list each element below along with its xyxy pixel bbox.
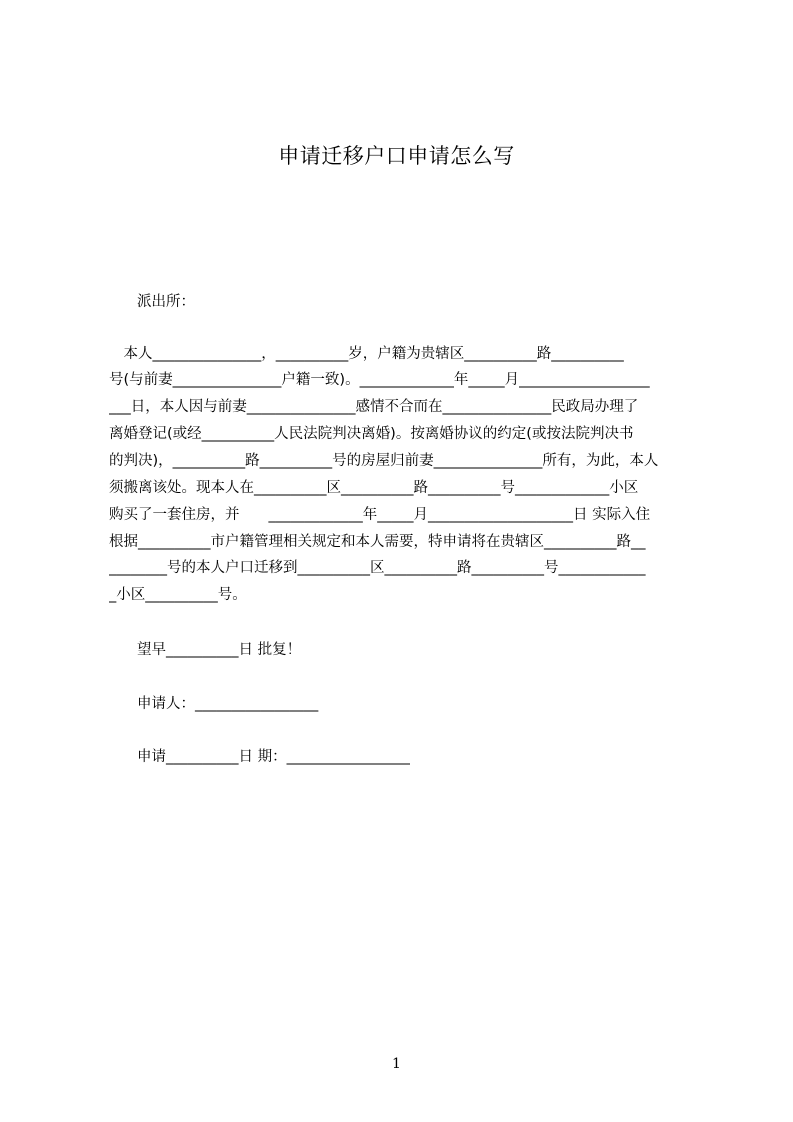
addressee: 派出所： [137,294,195,310]
body-line-6: 须搬离该处。现本人在__________区__________路__________号_____________小区 [109,480,639,496]
body-line-7: 购买了一套住房，并 _____________年_____月____________________日 实际入住 [109,507,651,523]
body-line-9: ________号的本人户口迁移到__________区__________路__________号____________ [109,560,646,576]
applicant-line: 申请人：_________________ [137,696,319,712]
page-number: 1 [392,1056,401,1072]
request-line: 望早__________日 批复！ [137,642,302,658]
body-line-4: 离婚登记(或经__________人民法院判决离婚)。按离婚协议的约定(或按法院判决书 [109,426,634,442]
body-line-2: 号(与前妻_______________户籍一致)。_____________年_____月__________________ [109,372,650,388]
document-title: 申请迁移户口申请怎么写 [278,144,515,168]
body-line-3: ___日，本人因与前妻_______________感情不合而在_______________民政局办理了 [109,399,639,415]
body-line-1: 本人_______________，__________岁，户籍为贵辖区__________路__________ [109,346,624,362]
body-line-10: _小区__________号。 [109,587,247,603]
date-line: 申请__________日 期：_________________ [137,749,410,765]
body-line-5: 的判决)，__________路__________号的房屋归前妻_______________所有，为此，本人 [109,453,659,469]
body-line-8: 根据__________市户籍管理相关规定和本人需要，特申请将在贵辖区__________路__ [109,534,646,550]
